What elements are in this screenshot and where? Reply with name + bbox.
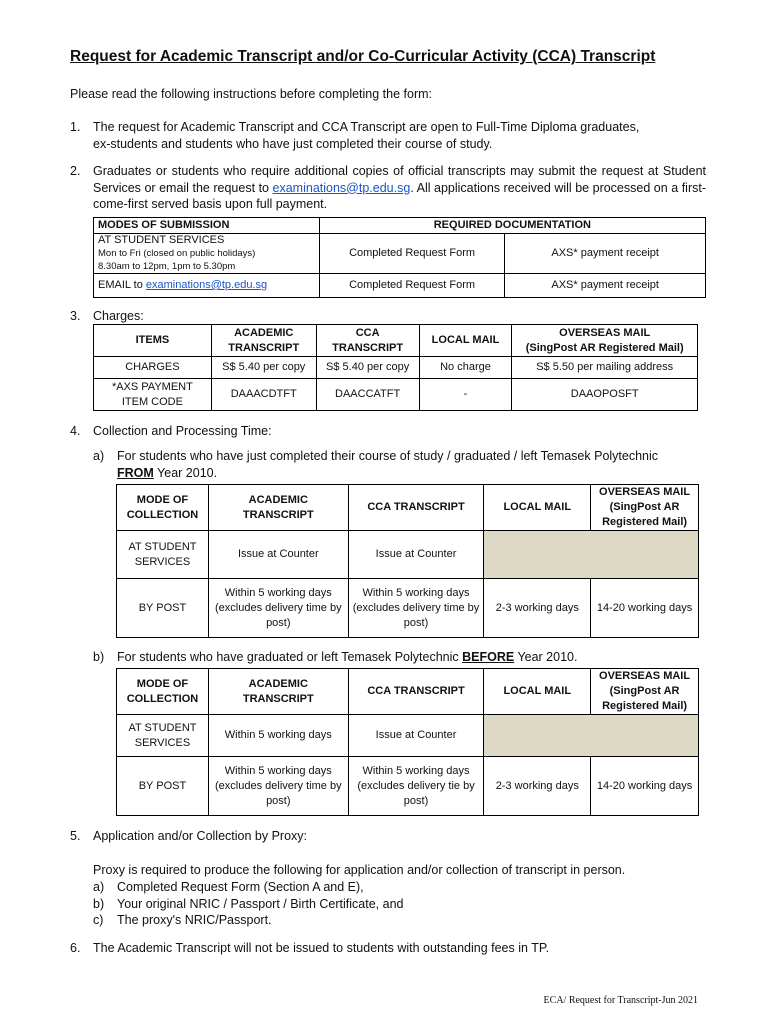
mode-cell — [94, 234, 320, 274]
time-cell: 2-3 working days — [484, 757, 591, 816]
time-cell: Within 5 working days (excludes delivery time by post) — [208, 757, 348, 816]
charges-label: Charges: — [93, 309, 144, 323]
col-header: OVERSEAS MAIL (SingPost AR Registered Mail) — [591, 485, 699, 531]
col-header: ITEMS — [94, 325, 212, 357]
sub-label: a) — [93, 449, 105, 463]
instruction-1-line1: The request for Academic Transcript and CCA Transcript are open to Full-Time Diploma graduates, — [93, 120, 640, 134]
page-footer: ECA/ Request for Transcript-Jun 2021 — [543, 995, 698, 1006]
item-number: 3. — [70, 309, 81, 323]
instruction-1-line2: ex-students and students who have just completed their course of study. — [93, 136, 493, 151]
col-header: LOCAL MAIL — [484, 485, 591, 531]
row-label: AT STUDENT SERVICES — [117, 531, 209, 579]
sub-item-b-text-end: Year 2010. — [514, 650, 578, 664]
time-cell: Within 5 working days (excludes delivery time by post) — [348, 579, 484, 638]
row-label — [94, 379, 212, 411]
col-header: MODE OF COLLECTION — [117, 669, 209, 715]
col-header: ACADEMIC TRANSCRIPT — [208, 485, 348, 531]
col-header: MODES OF SUBMISSION — [94, 218, 320, 234]
item-number: 4. — [70, 424, 81, 438]
proxy-intro: Proxy is required to produce the following for application and/or collection of transcript in person. — [93, 863, 626, 877]
intro-text: Please read the following instructions before completing the form: — [70, 87, 432, 101]
time-cell: 14-20 working days — [591, 757, 699, 816]
sub-item-a-text: For students who have just completed their course of study / graduated / left Temasek Polytechnic — [117, 449, 659, 463]
row-label: BY POST — [117, 757, 209, 816]
outstanding-fees-note: The Academic Transcript will not be issued to students with outstanding fees in TP. — [93, 941, 550, 955]
proxy-req-b — [93, 896, 705, 913]
submission-table — [93, 217, 706, 298]
doc-cell: AXS* payment receipt — [505, 274, 706, 298]
instruction-2-text-end: . All applications received will be processed on a first-come-first served basis upon full payment. — [93, 180, 706, 211]
row-label-line: *AXS PAYMENT — [111, 380, 193, 393]
instruction-2-text: Graduates or students who require additional copies of official transcripts may submit the request at Student Services or email the request to — [93, 164, 706, 195]
proxy-req-text: The proxy's NRIC/Passport. — [117, 913, 272, 927]
email-link[interactable]: examinations@tp.edu.sg — [145, 279, 268, 291]
code-cell: DAAACDTFT — [211, 379, 316, 411]
proxy-req-text: Completed Request Form (Section A and E), — [117, 880, 364, 894]
mode-cell — [94, 274, 320, 298]
time-cell: Within 5 working days (excludes delivery time by post) — [208, 579, 348, 638]
code-cell: DAAOPOSFT — [512, 379, 698, 411]
time-cell: Issue at Counter — [348, 531, 484, 579]
instruction-4 — [70, 423, 706, 440]
sub-item-a — [93, 448, 705, 481]
instruction-1 — [70, 119, 706, 152]
col-header: CCA TRANSCRIPT — [348, 485, 484, 531]
page-title: Request for Academic Transcript and/or Co-Curricular Activity (CCA) Transcript — [70, 48, 656, 65]
item-number: 1. — [70, 120, 81, 134]
row-label-line: ITEM CODE — [121, 395, 183, 408]
col-header: REQUIRED DOCUMENTATION — [319, 218, 705, 234]
shaded-cell — [484, 715, 699, 757]
code-cell: - — [419, 379, 512, 411]
charge-cell: S$ 5.50 per mailing address — [512, 357, 698, 379]
before-emphasis: BEFORE — [462, 650, 515, 664]
doc-cell: Completed Request Form — [319, 274, 505, 298]
instruction-5 — [70, 828, 706, 845]
doc-cell: Completed Request Form — [319, 234, 505, 274]
instruction-6 — [70, 940, 706, 957]
proxy-req-text: Your original NRIC / Passport / Birth Certificate, and — [117, 897, 404, 911]
shaded-cell — [484, 531, 699, 579]
mode-label: AT STUDENT SERVICES — [98, 234, 225, 246]
code-cell: DAACCATFT — [316, 379, 419, 411]
row-label: CHARGES — [94, 357, 212, 379]
row-label: BY POST — [117, 579, 209, 638]
col-header: ACADEMIC TRANSCRIPT — [208, 669, 348, 715]
proxy-req-a — [93, 879, 705, 896]
header-line: OVERSEAS MAIL — [559, 326, 651, 339]
col-header: CCA TRANSCRIPT — [348, 669, 484, 715]
collection-label: Collection and Processing Time: — [93, 424, 272, 438]
row-label: AT STUDENT SERVICES — [117, 715, 209, 757]
proxy-label: Application and/or Collection by Proxy: — [93, 829, 308, 843]
doc-cell: AXS* payment receipt — [505, 234, 706, 274]
sub-label: b) — [93, 897, 105, 911]
from-emphasis: FROM — [117, 465, 154, 480]
header-line: (SingPost AR Registered Mail) — [525, 341, 684, 354]
sub-item-b-text: For students who have graduated or left Temasek Polytechnic — [117, 650, 463, 664]
item-number: 2. — [70, 164, 81, 178]
time-cell: Issue at Counter — [348, 715, 484, 757]
sub-label: b) — [93, 650, 105, 664]
charges-table — [93, 324, 698, 411]
mode-label: EMAIL to — [98, 279, 146, 291]
item-number: 6. — [70, 941, 81, 955]
col-header: ACADEMIC TRANSCRIPT — [211, 325, 316, 357]
sub-label: a) — [93, 880, 105, 894]
charge-cell: S$ 5.40 per copy — [211, 357, 316, 379]
col-header: MODE OF COLLECTION — [117, 485, 209, 531]
proxy-req-c — [93, 912, 705, 929]
item-number: 5. — [70, 829, 81, 843]
sub-item-b — [93, 649, 705, 666]
time-cell: Within 5 working days (excludes delivery tie by post) — [348, 757, 484, 816]
charge-cell: No charge — [419, 357, 512, 379]
col-header: OVERSEAS MAIL (SingPost AR Registered Mail) — [591, 669, 699, 715]
col-header: LOCAL MAIL — [484, 669, 591, 715]
opening-hours: Mon to Fri (closed on public holidays) — [98, 248, 256, 259]
time-cell: 2-3 working days — [484, 579, 591, 638]
time-cell: Within 5 working days — [208, 715, 348, 757]
col-header — [512, 325, 698, 357]
charge-cell: S$ 5.40 per copy — [316, 357, 419, 379]
instruction-3 — [70, 308, 706, 325]
instruction-2 — [70, 163, 706, 213]
col-header: LOCAL MAIL — [419, 325, 512, 357]
processing-table-b — [116, 668, 699, 816]
time-cell: Issue at Counter — [208, 531, 348, 579]
col-header: CCA TRANSCRIPT — [316, 325, 419, 357]
sub-item-a-text-end: Year 2010. — [153, 465, 218, 480]
opening-hours: 8.30am to 12pm, 1pm to 5.30pm — [98, 261, 236, 272]
email-link[interactable]: examinations@tp.edu.sg — [272, 180, 411, 195]
time-cell: 14-20 working days — [591, 579, 699, 638]
sub-label: c) — [93, 913, 104, 927]
processing-table-a — [116, 484, 699, 638]
